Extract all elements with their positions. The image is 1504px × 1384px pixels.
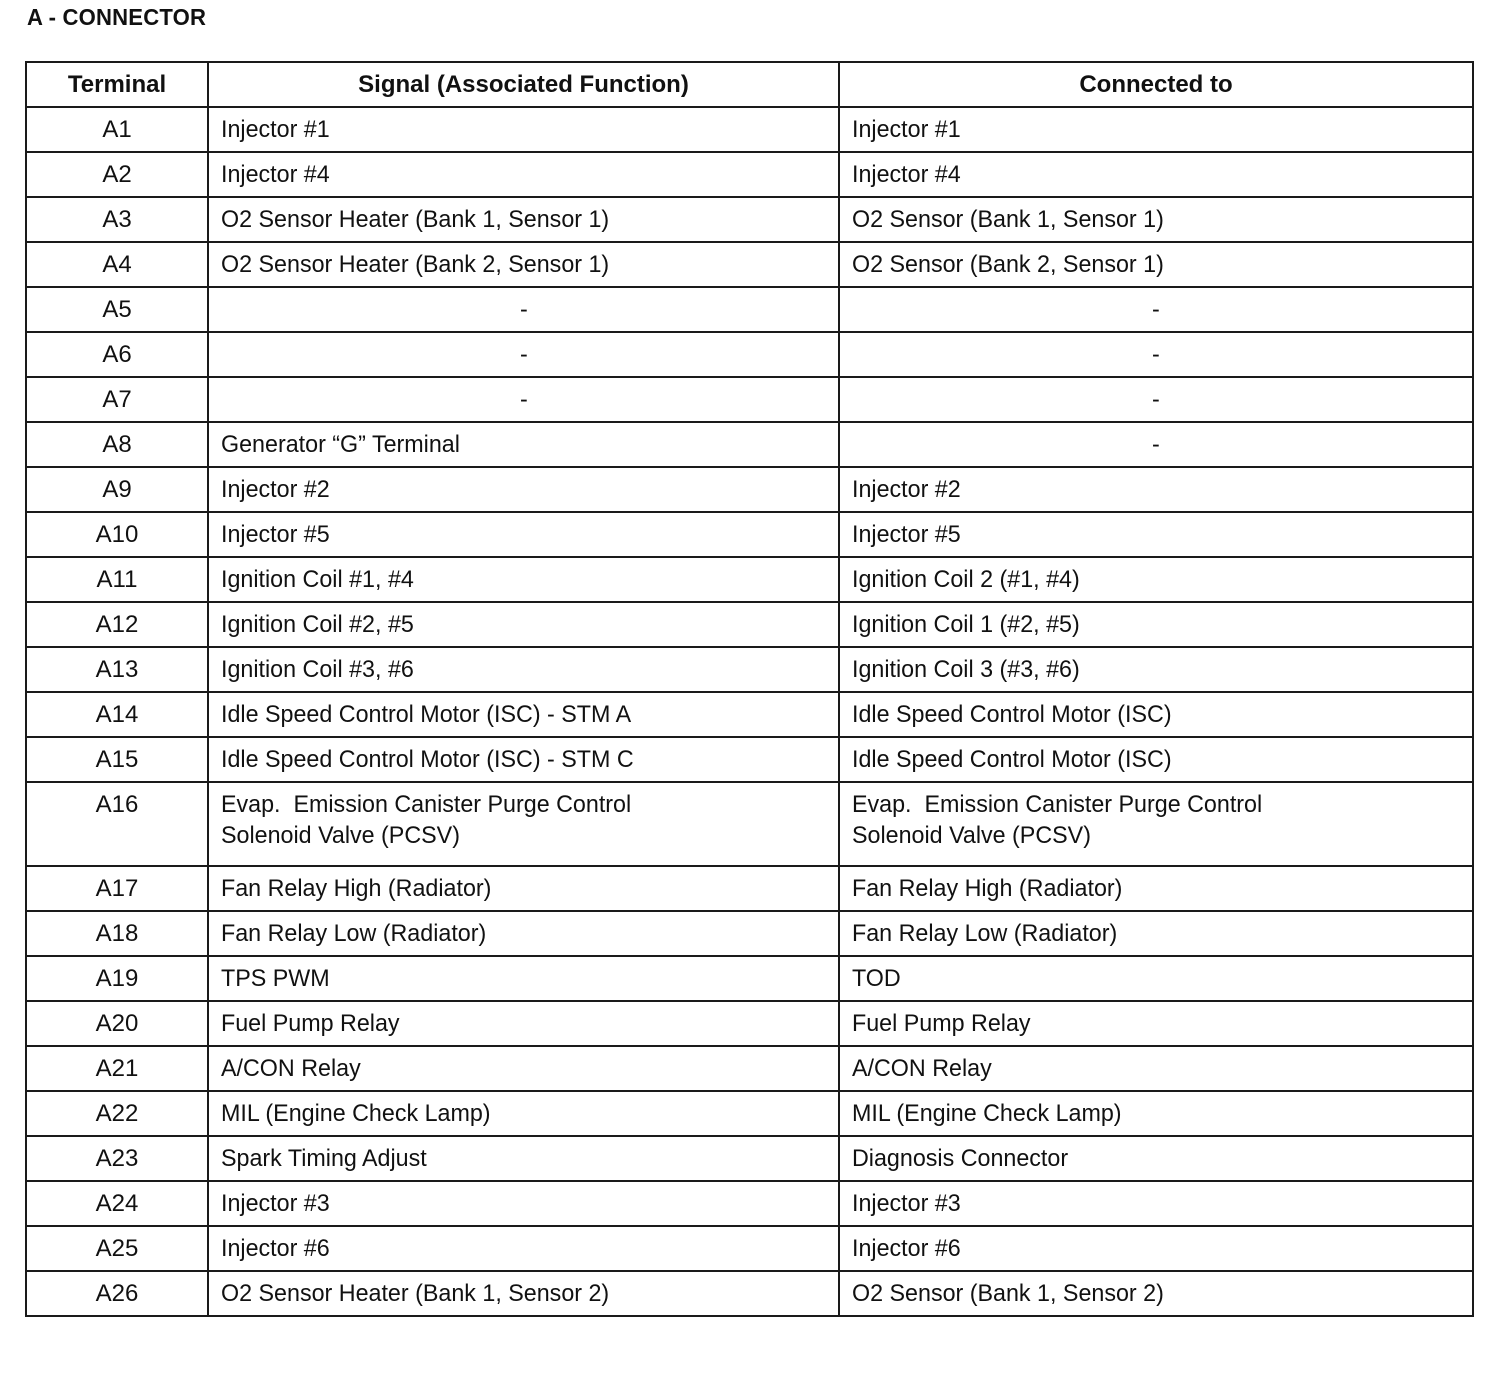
- signal-cell: [208, 782, 839, 866]
- connected-to-cell: [839, 242, 1473, 287]
- table-row: [26, 467, 1473, 512]
- signal-text: Ignition Coil #1, #4: [221, 566, 414, 593]
- terminal-cell: A9: [26, 467, 208, 512]
- signal-text: MIL (Engine Check Lamp): [221, 1100, 491, 1127]
- table-row: [26, 152, 1473, 197]
- connected-to-cell: [839, 1136, 1473, 1181]
- terminal-cell: A22: [26, 1091, 208, 1136]
- table-row: [26, 197, 1473, 242]
- connected-to-text: O2 Sensor (Bank 1, Sensor 1): [852, 206, 1164, 233]
- signal-cell: [208, 332, 839, 377]
- table-row: [26, 1271, 1473, 1316]
- signal-text: Injector #6: [221, 1235, 330, 1262]
- connected-to-cell: [839, 956, 1473, 1001]
- table-row: [26, 377, 1473, 422]
- signal-text: Injector #1: [221, 116, 330, 143]
- signal-text: O2 Sensor Heater (Bank 2, Sensor 1): [221, 251, 610, 278]
- table-row: [26, 911, 1473, 956]
- terminal-cell: A7: [26, 377, 208, 422]
- connected-to-cell: [839, 1181, 1473, 1226]
- connected-to-cell: [839, 377, 1473, 422]
- signal-text: Fan Relay High (Radiator): [221, 875, 492, 902]
- connected-to-text: O2 Sensor (Bank 1, Sensor 2): [852, 1280, 1164, 1307]
- connected-to-cell: [839, 557, 1473, 602]
- signal-text: Idle Speed Control Motor (ISC) - STM C: [221, 746, 634, 773]
- signal-cell: [208, 1226, 839, 1271]
- connected-to-text: Idle Speed Control Motor (ISC): [852, 746, 1172, 773]
- header-connected-to: Connected to: [839, 62, 1473, 107]
- terminal-cell: A4: [26, 242, 208, 287]
- connected-to-text: A/CON Relay: [852, 1055, 992, 1082]
- terminal-cell: A2: [26, 152, 208, 197]
- signal-cell: [208, 1181, 839, 1226]
- connected-to-cell: [839, 332, 1473, 377]
- terminal-cell: A16: [26, 782, 208, 866]
- connected-to-cell: [839, 692, 1473, 737]
- table-row: [26, 602, 1473, 647]
- table-row: [26, 242, 1473, 287]
- header-signal: Signal (Associated Function): [208, 62, 839, 107]
- connected-to-text-line2: Solenoid Valve (PCSV): [852, 822, 1091, 849]
- connected-to-text: Evap. Emission Canister Purge Control: [852, 791, 1263, 818]
- connected-to-text: Diagnosis Connector: [852, 1145, 1069, 1172]
- terminal-cell: A25: [26, 1226, 208, 1271]
- connected-to-cell: [839, 152, 1473, 197]
- connected-to-cell: [839, 1226, 1473, 1271]
- connector-pin-table: [25, 61, 1474, 1317]
- signal-text: Idle Speed Control Motor (ISC) - STM A: [221, 701, 632, 728]
- terminal-cell: A8: [26, 422, 208, 467]
- signal-text: Injector #3: [221, 1190, 330, 1217]
- terminal-cell: A15: [26, 737, 208, 782]
- connected-to-cell: [839, 602, 1473, 647]
- table-row: [26, 287, 1473, 332]
- connected-to-cell: [839, 197, 1473, 242]
- signal-cell: [208, 242, 839, 287]
- signal-text: Injector #4: [221, 161, 330, 188]
- table-row: [26, 1181, 1473, 1226]
- table-header-row: [26, 62, 1473, 107]
- signal-cell: [208, 152, 839, 197]
- terminal-cell: A11: [26, 557, 208, 602]
- table-row: [26, 107, 1473, 152]
- connected-to-text: Fan Relay Low (Radiator): [852, 920, 1118, 947]
- signal-text: Fuel Pump Relay: [221, 1010, 400, 1037]
- signal-cell: [208, 422, 839, 467]
- connected-to-text: -: [1152, 296, 1160, 323]
- signal-text: -: [519, 296, 528, 323]
- signal-text: Generator “G” Terminal: [221, 431, 460, 458]
- signal-text: Fan Relay Low (Radiator): [221, 920, 487, 947]
- connected-to-cell: [839, 866, 1473, 911]
- signal-text: Injector #5: [221, 521, 330, 548]
- connected-to-text: Injector #3: [852, 1190, 961, 1217]
- signal-cell: [208, 1271, 839, 1316]
- signal-cell: [208, 467, 839, 512]
- signal-cell: [208, 557, 839, 602]
- signal-cell: [208, 692, 839, 737]
- table-row: [26, 1226, 1473, 1271]
- signal-cell: [208, 737, 839, 782]
- signal-cell: [208, 1136, 839, 1181]
- connected-to-text: -: [1152, 386, 1160, 413]
- connected-to-text: Injector #2: [852, 476, 961, 503]
- signal-cell: [208, 647, 839, 692]
- signal-cell: [208, 866, 839, 911]
- connected-to-cell: [839, 737, 1473, 782]
- signal-cell: [208, 911, 839, 956]
- terminal-cell: A17: [26, 866, 208, 911]
- signal-cell: [208, 602, 839, 647]
- connected-to-cell: [839, 1271, 1473, 1316]
- signal-text: Ignition Coil #2, #5: [221, 611, 414, 638]
- connected-to-cell: [839, 911, 1473, 956]
- connected-to-text: Injector #1: [852, 116, 961, 143]
- terminal-cell: A23: [26, 1136, 208, 1181]
- table-row: [26, 1001, 1473, 1046]
- connected-to-text: O2 Sensor (Bank 2, Sensor 1): [852, 251, 1164, 278]
- connected-to-cell: [839, 512, 1473, 557]
- table-row: [26, 1046, 1473, 1091]
- table-row: [26, 422, 1473, 467]
- signal-cell: [208, 1001, 839, 1046]
- connected-to-text: Fuel Pump Relay: [852, 1010, 1031, 1037]
- terminal-cell: A13: [26, 647, 208, 692]
- connected-to-text: Fan Relay High (Radiator): [852, 875, 1123, 902]
- signal-cell: [208, 956, 839, 1001]
- connected-to-cell: [839, 782, 1473, 866]
- terminal-cell: A24: [26, 1181, 208, 1226]
- signal-cell: [208, 107, 839, 152]
- table-row: [26, 737, 1473, 782]
- table-row: [26, 866, 1473, 911]
- table-row: [26, 1091, 1473, 1136]
- terminal-cell: A20: [26, 1001, 208, 1046]
- terminal-cell: A26: [26, 1271, 208, 1316]
- connected-to-text: Ignition Coil 1 (#2, #5): [852, 611, 1080, 638]
- connected-to-cell: [839, 1001, 1473, 1046]
- connected-to-text: Injector #6: [852, 1235, 961, 1262]
- connected-to-text: Ignition Coil 3 (#3, #6): [852, 656, 1080, 683]
- terminal-cell: A5: [26, 287, 208, 332]
- signal-text: Spark Timing Adjust: [221, 1145, 427, 1172]
- connected-to-cell: [839, 1046, 1473, 1091]
- terminal-cell: A3: [26, 197, 208, 242]
- table-row: [26, 1136, 1473, 1181]
- connected-to-text: Injector #4: [852, 161, 961, 188]
- connected-to-cell: [839, 467, 1473, 512]
- terminal-cell: A10: [26, 512, 208, 557]
- connected-to-text: -: [1152, 431, 1160, 458]
- table-row: [26, 647, 1473, 692]
- signal-cell: [208, 512, 839, 557]
- connected-to-cell: [839, 647, 1473, 692]
- signal-text: -: [519, 386, 528, 413]
- table-row: [26, 956, 1473, 1001]
- signal-text: Injector #2: [221, 476, 330, 503]
- header-terminal: Terminal: [26, 62, 208, 107]
- connected-to-text: TOD: [852, 965, 901, 992]
- connected-to-text: Idle Speed Control Motor (ISC): [852, 701, 1172, 728]
- terminal-cell: A21: [26, 1046, 208, 1091]
- table-row: [26, 332, 1473, 377]
- table-row: [26, 512, 1473, 557]
- connected-to-cell: [839, 422, 1473, 467]
- terminal-cell: A6: [26, 332, 208, 377]
- signal-text: O2 Sensor Heater (Bank 1, Sensor 2): [221, 1280, 610, 1307]
- signal-text: TPS PWM: [221, 965, 330, 992]
- table-row: [26, 557, 1473, 602]
- terminal-cell: A12: [26, 602, 208, 647]
- signal-text: A/CON Relay: [221, 1055, 361, 1082]
- table-row: [26, 692, 1473, 737]
- table-body: [26, 107, 1473, 1316]
- connected-to-text: -: [1152, 341, 1160, 368]
- connected-to-text: Ignition Coil 2 (#1, #4): [852, 566, 1080, 593]
- signal-text: Ignition Coil #3, #6: [221, 656, 414, 683]
- signal-cell: [208, 197, 839, 242]
- signal-cell: [208, 1091, 839, 1136]
- terminal-cell: A14: [26, 692, 208, 737]
- signal-cell: [208, 1046, 839, 1091]
- connected-to-cell: [839, 287, 1473, 332]
- signal-text: O2 Sensor Heater (Bank 1, Sensor 1): [221, 206, 610, 233]
- table-row: [26, 782, 1473, 866]
- signal-text: -: [519, 341, 528, 368]
- connected-to-text: Injector #5: [852, 521, 961, 548]
- connected-to-cell: [839, 1091, 1473, 1136]
- terminal-cell: A18: [26, 911, 208, 956]
- signal-text: Evap. Emission Canister Purge Control: [221, 791, 632, 818]
- connected-to-cell: [839, 107, 1473, 152]
- connected-to-text: MIL (Engine Check Lamp): [852, 1100, 1122, 1127]
- page-title: A - CONNECTOR: [27, 4, 207, 30]
- signal-cell: [208, 287, 839, 332]
- terminal-cell: A1: [26, 107, 208, 152]
- signal-cell: [208, 377, 839, 422]
- signal-text-line2: Solenoid Valve (PCSV): [221, 822, 460, 849]
- terminal-cell: A19: [26, 956, 208, 1001]
